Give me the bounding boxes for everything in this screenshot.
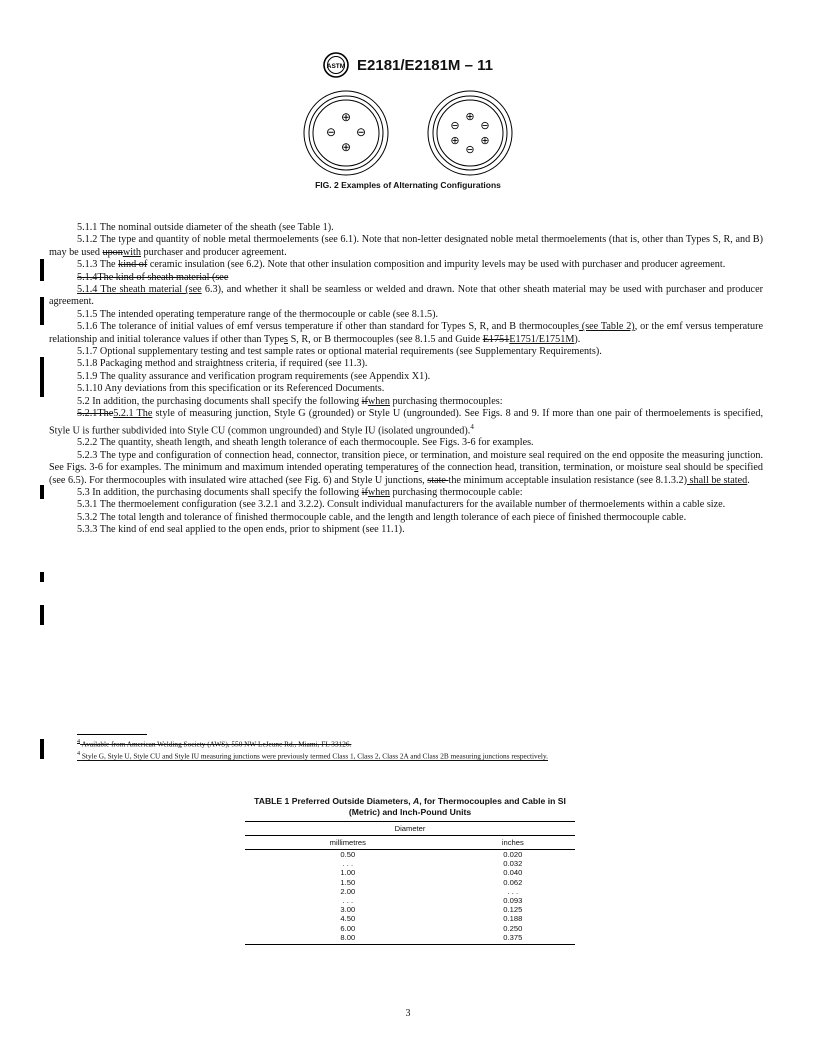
paragraph-5-2-1: 5.2.1The5.2.1 The style of measuring junction, Style G (grounded) or Style U (ungrounded). See Figs. 8 and 9. If more than one pair of thermoelements is specified, Style U is further subdivided into Style CU (common ungrounded) and Style IU (isolated ungrounded).$^4$ xyxy=(49,408,763,436)
cell-millimetres: 3.00 xyxy=(340,905,356,915)
paragraph-5-1-10: 5.1.10 Any deviations from this specification or its Referenced Documents. xyxy=(77,383,385,395)
diameters-table xyxy=(245,821,575,945)
revision-bar xyxy=(40,605,44,625)
table-row xyxy=(245,868,575,877)
negative-sign-icon: ⊖ xyxy=(325,125,337,139)
revision-bar xyxy=(40,739,44,759)
column-group-header: Diameter xyxy=(245,822,575,836)
cell-millimetres: 0.50 xyxy=(340,850,356,859)
positive-sign-icon: ⊕ xyxy=(340,140,352,154)
paragraph-5-1-1: 5.1.1 The nominal outside diameter of the sheath (see Table 1). xyxy=(77,222,334,233)
paragraph-5-2: 5.2 In addition, the purchasing documents shall specify the following ifwhen purchasing thermocouples: xyxy=(77,395,503,407)
cell-inches: 0.032 xyxy=(503,859,523,869)
figure-2 xyxy=(0,90,816,181)
paragraph-5-1-7: 5.1.7 Optional supplementary testing and test sample rates or optional material requirements (see Supplementary Requirements). xyxy=(77,346,602,358)
alternating-configurations-diagram xyxy=(283,90,533,176)
cell-inches: 0.125 xyxy=(503,905,523,915)
table-1-title: TABLE 1 Preferred Outside Diameters, A, for Thermocouples and Cable in SI (Metric) and Inch-Pound Units xyxy=(254,796,566,817)
table-row xyxy=(245,914,575,923)
cell-millimetres: . . . xyxy=(342,896,354,906)
paragraph-5-2-2: 5.2.2 The quantity, sheath length, and sheath length tolerance of each thermocouple. See Figs. 3-6 for examples. xyxy=(77,437,534,449)
table-row xyxy=(245,850,575,860)
paragraph-5-1-6: 5.1.6 The tolerance of initial values of emf versus temperature if other than standard for Types S, R, and B thermocouples (see Table 2), or the emf versus temperature relationship and initial tolerance values if other than Types S, R, or B thermocouples (see 8.1.5 and Guide E1751E1751/E1751M). xyxy=(49,321,763,345)
table-row xyxy=(245,896,575,905)
cell-millimetres: . . . xyxy=(342,859,354,869)
document-id: E2181/E2181M – 11 xyxy=(357,56,493,74)
cell-inches: 0.188 xyxy=(503,914,523,924)
cell-millimetres: 2.00 xyxy=(340,886,356,896)
cell-millimetres: 1.50 xyxy=(340,877,356,887)
table-row xyxy=(245,859,575,868)
cell-inches: 0.250 xyxy=(503,923,523,933)
table-row xyxy=(245,905,575,914)
revision-bar xyxy=(40,572,44,582)
paragraph-5-3: 5.3 In addition, the purchasing documents shall specify the following ifwhen purchasing thermocouple cable: xyxy=(77,486,523,498)
footnotes xyxy=(77,737,767,762)
negative-sign-icon: ⊖ xyxy=(480,120,490,132)
positive-sign-icon: ⊕ xyxy=(465,111,475,123)
revision-bar xyxy=(40,485,44,499)
page-header xyxy=(0,52,816,83)
revision-bar xyxy=(40,297,44,325)
cell-millimetres: 4.50 xyxy=(340,914,356,924)
cell-inches: 0.020 xyxy=(503,850,523,859)
footnote-4-deleted: $^4$ Available from American Welding Society (AWS), 550 NW LeJeune Rd., Miami, FL 33126. xyxy=(77,739,352,749)
column-header-in: inches xyxy=(451,836,575,850)
revision-bar xyxy=(40,259,44,281)
figure-caption: FIG. 2 Examples of Alternating Configurations xyxy=(315,180,501,190)
cell-millimetres: 8.00 xyxy=(245,933,451,945)
page-number: 3 xyxy=(405,1008,411,1019)
paragraph-5-1-5: 5.1.5 The intended operating temperature range of the thermocouple or cable (see 8.1.5). xyxy=(77,308,439,320)
paragraph-5-2-3: 5.2.3 The type and configuration of connection head, connector, transition piece, or termination, and moisture seal required on the end opposite the measuring junction. See Figs. 3-6 for examples. The minimum and maximum intended operating temperatures of the connection head, transition, termination, or moisture seal should be specified (see 6.5). For thermocouples with insulated wire attached (see Fig. 6) and Style U junctions, state the minimum acceptable insulation resistance (see 8.1.3.2) shall be stated. xyxy=(49,449,763,486)
cell-inches: 0.040 xyxy=(503,868,523,878)
cell-inches: . . . xyxy=(507,886,519,896)
paragraph-5-1-3: 5.1.3 The kind of ceramic insulation (see 6.2). Note that other insulation composition and impurity levels may be used with purchaser and producer agreement. xyxy=(77,259,726,271)
paragraph-5-1-8: 5.1.8 Packaging method and straightness criteria, if required (see 11.3). xyxy=(77,358,368,370)
cell-inches: 0.093 xyxy=(503,896,523,906)
four-wire-configuration xyxy=(304,91,388,175)
paragraph-5-1-2: 5.1.2 The type and quantity of noble metal thermoelements (see 6.1). Note that non-letter designated noble metal thermoelements (that is, other than Types S, R, and B) may be used uponwith purchaser and producer agreement. xyxy=(49,234,763,258)
paragraph-5-3-1: 5.3.1 The thermoelement configuration (see 3.2.1 and 3.2.2). Consult individual manufacturers for the available number of thermoelements within a cable size. xyxy=(77,499,726,511)
paragraph-5-1-9: 5.1.9 The quality assurance and verification program requirements (see Appendix X1). xyxy=(77,370,431,382)
cell-inches: 0.375 xyxy=(451,933,575,945)
table-row xyxy=(245,933,575,945)
footnote-4: $^4$ Style G, Style U, Style CU and Style IU measuring junctions were previously termed Class 1, Class 2, Class 2A and Class 2B measuring junctions respectively. xyxy=(77,751,548,761)
table-row xyxy=(245,878,575,887)
positive-sign-icon: ⊕ xyxy=(480,135,490,147)
negative-sign-icon: ⊖ xyxy=(450,120,460,132)
revision-bar xyxy=(40,357,44,397)
cell-inches: 0.062 xyxy=(503,877,523,887)
column-header-mm: millimetres xyxy=(245,836,451,850)
paragraph-5-1-4: 5.1.4 The sheath material (see 6.3), and whether it shall be seamless or welded and drawn. Note that other sheath material may be used with purchaser and producer agreement. xyxy=(49,284,763,308)
cell-millimetres: 6.00 xyxy=(340,923,356,933)
positive-sign-icon: ⊕ xyxy=(450,135,460,147)
table-1 xyxy=(245,796,575,945)
astm-logo-icon xyxy=(323,52,349,78)
table-row xyxy=(245,887,575,896)
footnote-divider xyxy=(77,734,147,735)
negative-sign-icon: ⊖ xyxy=(355,125,367,139)
paragraph-5-3-2: 5.3.2 The total length and tolerance of finished thermocouple cable, and the length and length tolerance of each piece of finished thermocouple cable. xyxy=(77,511,687,523)
svg-text:ASTM: ASTM xyxy=(326,63,346,70)
paragraph-5-1-4-deleted: 5.1.4The kind of sheath material (see xyxy=(77,271,229,283)
table-row xyxy=(245,924,575,933)
footnote-ref: 4 xyxy=(470,422,474,431)
paragraph-5-3-3: 5.3.3 The kind of end seal applied to the open ends, prior to shipment (see 11.1). xyxy=(77,524,405,536)
positive-sign-icon: ⊕ xyxy=(340,110,352,124)
negative-sign-icon: ⊖ xyxy=(465,144,475,156)
six-wire-configuration xyxy=(428,91,512,175)
cell-millimetres: 1.00 xyxy=(340,868,356,878)
section-5-text xyxy=(49,222,763,537)
